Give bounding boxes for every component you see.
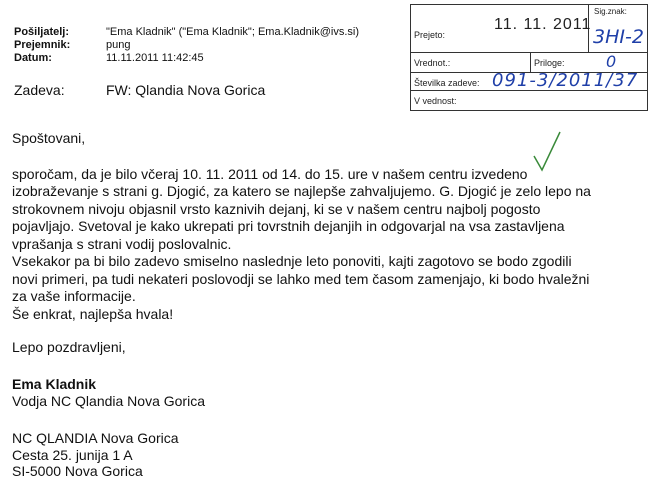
file-number-value: 091-3/2011/37	[492, 70, 639, 91]
subject-label: Zadeva:	[14, 82, 65, 98]
to-label: Prejemnik:	[14, 39, 71, 51]
closing: Lepo pozdravljeni,	[12, 339, 126, 355]
signature-role: Vodja NC Qlandia Nova Gorica	[12, 392, 205, 409]
subject-line	[14, 82, 265, 98]
signature	[12, 376, 205, 409]
email-body	[12, 130, 592, 357]
address-line-1: NC QLANDIA Nova Gorica	[12, 430, 179, 446]
attachments-label: Priloge:	[534, 58, 565, 68]
class-label: Sig.znak:	[594, 7, 627, 16]
address-block	[12, 430, 179, 480]
greeting: Spoštovani,	[12, 130, 86, 146]
from-label: Pošiljatelj:	[14, 26, 70, 38]
paragraph-3: Še enkrat, najlepša hvala!	[12, 305, 174, 322]
received-date: 11. 11. 2011	[494, 16, 592, 33]
subject-value: FW: Qlandia Nova Gorica	[106, 82, 266, 98]
address-line-2: Cesta 25. junija 1 A	[12, 446, 133, 463]
received-label: Prejeto:	[414, 30, 446, 40]
registry-stamp	[410, 4, 648, 111]
paragraph-2: Vsekakor pa bi bilo zadevo smiselno naslednje leto ponoviti, kajti zagotovo se bodo zgodili novi primeri, pa tudi nekateri poslovodji se lahko med tem časom zamenjajo, ki bodo hvaležni za vaše informacije.	[12, 253, 590, 304]
date-value: 11.11.2011 11:42:45	[106, 52, 204, 64]
file-number-label: Številka zadeve:	[414, 78, 480, 88]
to-value: pung	[106, 39, 131, 51]
from-value: "Ema Kladnik" ("Ema Kladnik"; Ema.Kladnik@ivs.si)	[106, 26, 359, 38]
attachments-value: 0	[606, 52, 617, 71]
date-label: Datum:	[14, 52, 52, 64]
value-label: Vrednot.:	[414, 58, 451, 68]
address-line-3: SI-5000 Nova Gorica	[12, 463, 143, 479]
paragraph-1: sporočam, da je bilo včeraj 10. 11. 2011 od 14. do 15. ure v našem centru izvedeno izobraževanje s strani g. Djogić, za katero se najlepše zahvaljujemo. G. Djogić je zelo lepo na strokovnem nivoju objasnil vrsto kaznivih dejanj, ki se v našem centru najbolj pogosto pojavljajo. Svetoval je kako ukrepati pri tovrstnih dejanjih in odgovarjal na vsa zastavljena vprašanja s strani vodij poslovalnic.	[12, 165, 591, 252]
validity-label: V vednost:	[414, 96, 457, 106]
class-value: 3HI-2	[593, 26, 644, 48]
email-header	[14, 26, 359, 65]
signature-name: Ema Kladnik	[12, 376, 97, 392]
